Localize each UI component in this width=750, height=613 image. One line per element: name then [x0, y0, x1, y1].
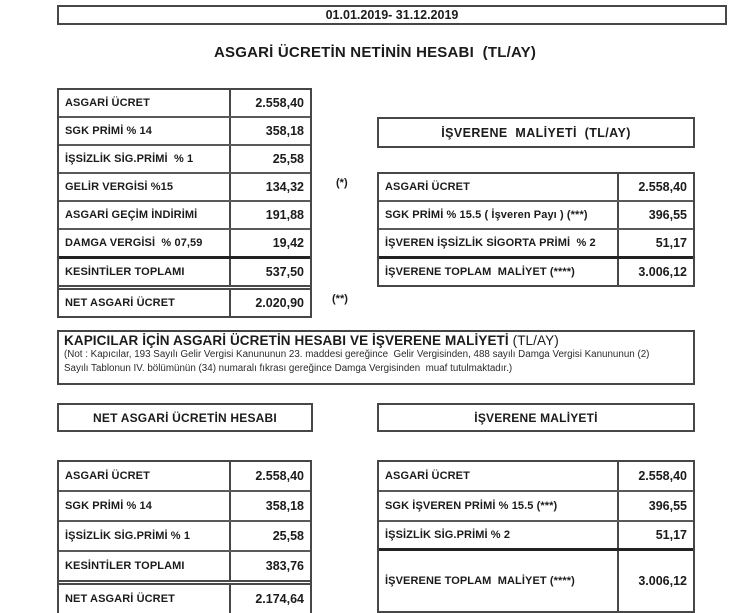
table-row: [379, 200, 693, 228]
row-value: 358,18: [265, 124, 304, 138]
row-value: 396,55: [648, 499, 687, 513]
table-row: [379, 174, 693, 200]
table-row-total: [379, 256, 693, 285]
row-value: 51,17: [655, 236, 687, 250]
row-label: GELİR VERGİSİ %15: [59, 174, 231, 200]
kapici-employer-title: İŞVERENE MALİYETİ: [474, 410, 598, 425]
row-value: 2.558,40: [638, 180, 687, 194]
table-row-net: [59, 580, 310, 613]
table-row: [59, 490, 310, 520]
kapici-employer-header: [377, 403, 695, 432]
employer-cost-title: İŞVERENE MALİYETİ (TL/AY): [441, 125, 631, 140]
kapicilar-section-title: [64, 333, 688, 348]
row-label: ASGARİ GEÇİM İNDİRİMİ: [59, 202, 231, 228]
date-range-box: [57, 5, 727, 25]
row-value: 25,58: [272, 529, 304, 543]
footnote-marker-double-star: (**): [332, 293, 348, 305]
row-value: 358,18: [265, 499, 304, 513]
row-label: İŞSİZLİK SİG.PRİMİ % 2: [379, 522, 619, 548]
table-row: [59, 200, 310, 228]
employer-cost-table: [377, 172, 695, 287]
row-label: NET ASGARİ ÜCRET: [59, 585, 231, 613]
row-label: NET ASGARİ ÜCRET: [59, 290, 231, 316]
kapici-net-table: [57, 460, 312, 613]
row-label: SGK PRİMİ % 14: [59, 118, 231, 144]
row-value: 2.558,40: [255, 469, 304, 483]
row-label: İŞVEREN İŞSİZLİK SİGORTA PRİMİ % 2: [379, 230, 619, 256]
row-label: SGK İŞVEREN PRİMİ % 15.5 (***): [379, 492, 619, 520]
table-row: [379, 490, 693, 520]
row-value: 2.020,90: [255, 296, 304, 310]
row-label: ASGARİ ÜCRET: [59, 462, 231, 490]
row-label: ASGARİ ÜCRET: [59, 90, 231, 116]
table-row: [59, 116, 310, 144]
table-row: [59, 228, 310, 256]
table-row: [59, 90, 310, 116]
row-label: İŞSİZLİK SİG.PRİMİ % 1: [59, 522, 231, 550]
row-value: 396,55: [648, 208, 687, 222]
employer-cost-header: [377, 117, 695, 148]
table-row: [379, 520, 693, 548]
row-value: 2.558,40: [638, 469, 687, 483]
row-value: 2.174,64: [255, 592, 304, 606]
row-value: 51,17: [655, 528, 687, 542]
row-label: ASGARİ ÜCRET: [379, 462, 619, 490]
row-label: İŞVERENE TOPLAM MALİYET (****): [379, 551, 619, 611]
row-value: 3.006,12: [638, 265, 687, 279]
footnote-marker-star: (*): [336, 177, 348, 189]
kapicilar-note-box: [57, 330, 695, 385]
net-wage-table: [57, 88, 312, 318]
row-value: 19,42: [272, 236, 304, 250]
date-range-text: 01.01.2019- 31.12.2019: [325, 8, 459, 22]
table-row: [379, 228, 693, 256]
table-row: [59, 520, 310, 550]
kapici-employer-table: [377, 460, 695, 613]
kapici-net-title: NET ASGARİ ÜCRETİN HESABI: [93, 410, 277, 425]
row-value: 134,32: [265, 180, 304, 194]
table-row: [59, 172, 310, 200]
row-label: KESİNTİLER TOPLAMI: [59, 552, 231, 580]
row-label: SGK PRİMİ % 14: [59, 492, 231, 520]
kapicilar-title-suffix: (TL/AY): [512, 333, 559, 348]
row-value: 537,50: [265, 265, 304, 279]
kapici-net-header: [57, 403, 313, 432]
row-value: 25,58: [272, 152, 304, 166]
row-value: 3.006,12: [638, 574, 687, 588]
row-label: ASGARİ ÜCRET: [379, 174, 619, 200]
row-label: İŞVERENE TOPLAM MALİYET (****): [379, 259, 619, 285]
row-label: KESİNTİLER TOPLAMI: [59, 259, 231, 285]
row-value: 383,76: [265, 559, 304, 573]
row-value: 191,88: [265, 208, 304, 222]
table-row: [379, 462, 693, 490]
page-title: ASGARİ ÜCRETİN NETİNİN HESABI (TL/AY): [213, 44, 537, 61]
table-row-total: [59, 256, 310, 285]
table-row-net: [59, 285, 310, 316]
kapicilar-note-line2: Sayılı Tablonun IV. bölümünün (34) numaralı fıkrası gereğince Damga Vergisinden muaf tutulmaktadır.): [64, 362, 513, 374]
table-row-total: [379, 548, 693, 611]
row-label: SGK PRİMİ % 15.5 ( İşveren Payı ) (***): [379, 202, 619, 228]
row-label: DAMGA VERGİSİ % 07,59: [59, 230, 231, 256]
table-row-total: [59, 550, 310, 580]
row-label: İŞSİZLİK SİG.PRİMİ % 1: [59, 146, 231, 172]
kapicilar-note-line1: (Not : Kapıcılar, 193 Sayılı Gelir Vergisi Kanununun 23. maddesi gereğince Gelir Vergisinden, 488 sayılı Damga Vergisi Kanununun (2): [64, 349, 650, 360]
row-value: 2.558,40: [255, 96, 304, 110]
table-row: [59, 144, 310, 172]
table-row: [59, 462, 310, 490]
kapicilar-title-main: KAPICILAR İÇİN ASGARİ ÜCRETİN HESABI VE İŞVERENE MALİYETİ: [64, 333, 513, 348]
